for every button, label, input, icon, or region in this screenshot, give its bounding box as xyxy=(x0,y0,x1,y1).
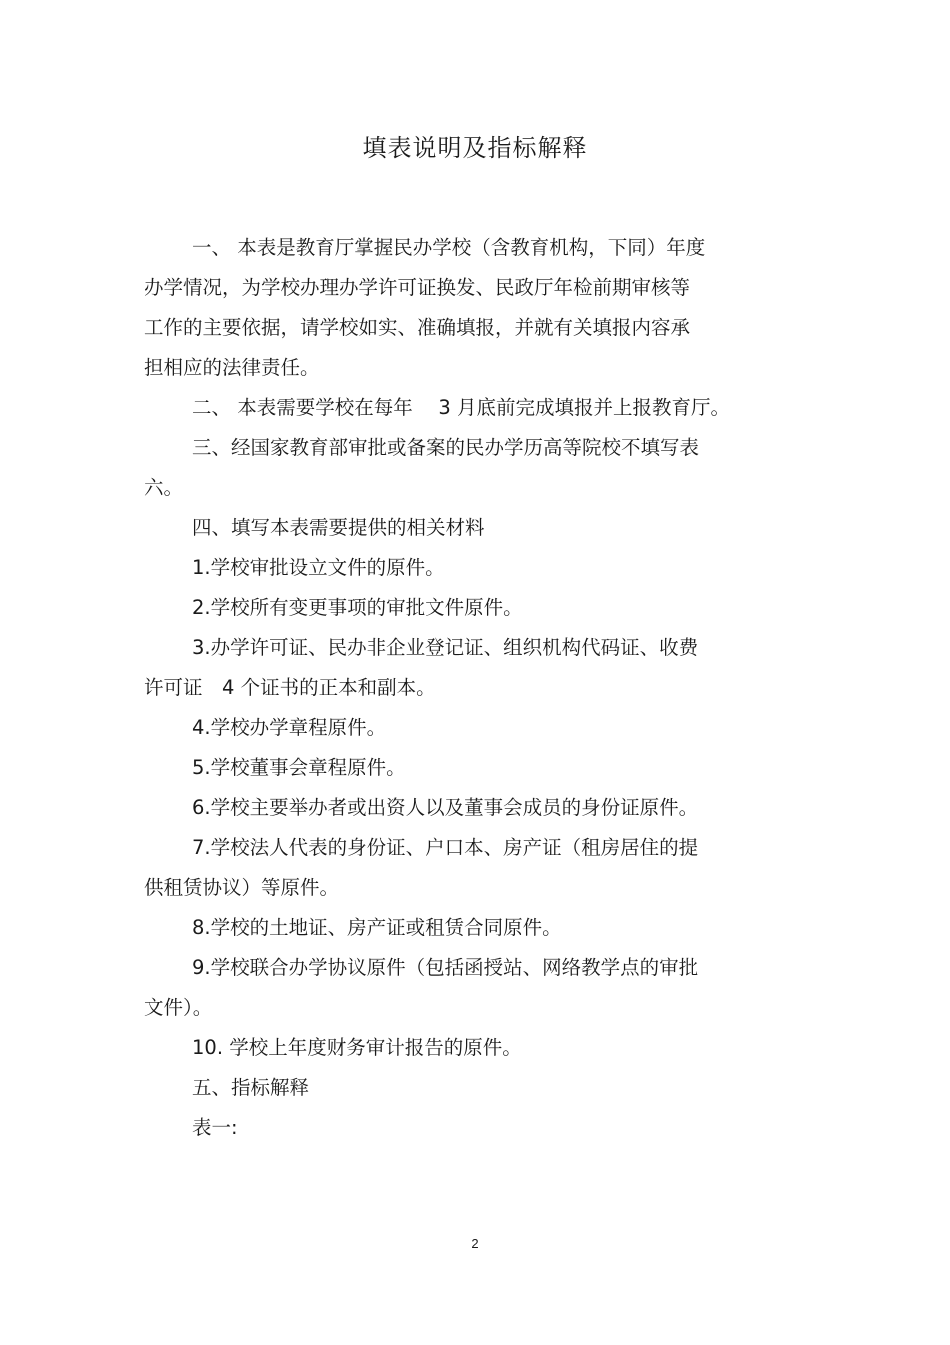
paragraph-line: 三、经国家教育部审批或备案的民办学历高等院校不填写表 xyxy=(192,436,700,459)
table-label: 表一: xyxy=(192,1116,238,1139)
list-item: 3.办学许可证、民办非企业登记证、组织机构代码证、收费 xyxy=(192,636,699,659)
page-number: 2 xyxy=(471,1236,479,1251)
paragraph-line: 六。 xyxy=(144,476,184,499)
paragraph-line: 二、 本表需要学校在每年 3 月底前完成填报并上报教育厅。 xyxy=(192,396,731,419)
list-item-continuation: 供租赁协议）等原件。 xyxy=(144,876,340,899)
list-item: 9.学校联合办学协议原件（包括函授站、网络教学点的审批 xyxy=(192,956,699,979)
list-item: 2.学校所有变更事项的审批文件原件。 xyxy=(192,596,523,619)
list-item: 7.学校法人代表的身份证、户口本、房产证（租房居住的提 xyxy=(192,836,699,859)
list-item: 8.学校的土地证、房产证或租赁合同原件。 xyxy=(192,916,562,939)
list-item: 1.学校审批设立文件的原件。 xyxy=(192,556,445,579)
paragraph-line: 办学情况，为学校办理办学许可证换发、民政厅年检前期审核等 xyxy=(144,276,691,299)
paragraph-line: 担相应的法律责任。 xyxy=(144,356,320,379)
list-item: 5.学校董事会章程原件。 xyxy=(192,756,406,779)
page-title: 填表说明及指标解释 xyxy=(362,134,588,162)
list-item: 4.学校办学章程原件。 xyxy=(192,716,387,739)
section-heading: 四、填写本表需要提供的相关材料 xyxy=(192,516,485,539)
list-item-continuation: 文件）。 xyxy=(144,996,213,1019)
list-item: 10. 学校上年度财务审计报告的原件。 xyxy=(192,1036,522,1059)
list-item: 6.学校主要举办者或出资人以及董事会成员的身份证原件。 xyxy=(192,796,699,819)
paragraph-line: 工作的主要依据，请学校如实、准确填报，并就有关填报内容承 xyxy=(144,316,691,339)
list-item-continuation: 许可证 4 个证书的正本和副本。 xyxy=(144,676,436,699)
section-heading: 五、指标解释 xyxy=(192,1076,310,1099)
paragraph-line: 一、 本表是教育厅掌握民办学校（含教育机构，下同）年度 xyxy=(192,236,706,259)
